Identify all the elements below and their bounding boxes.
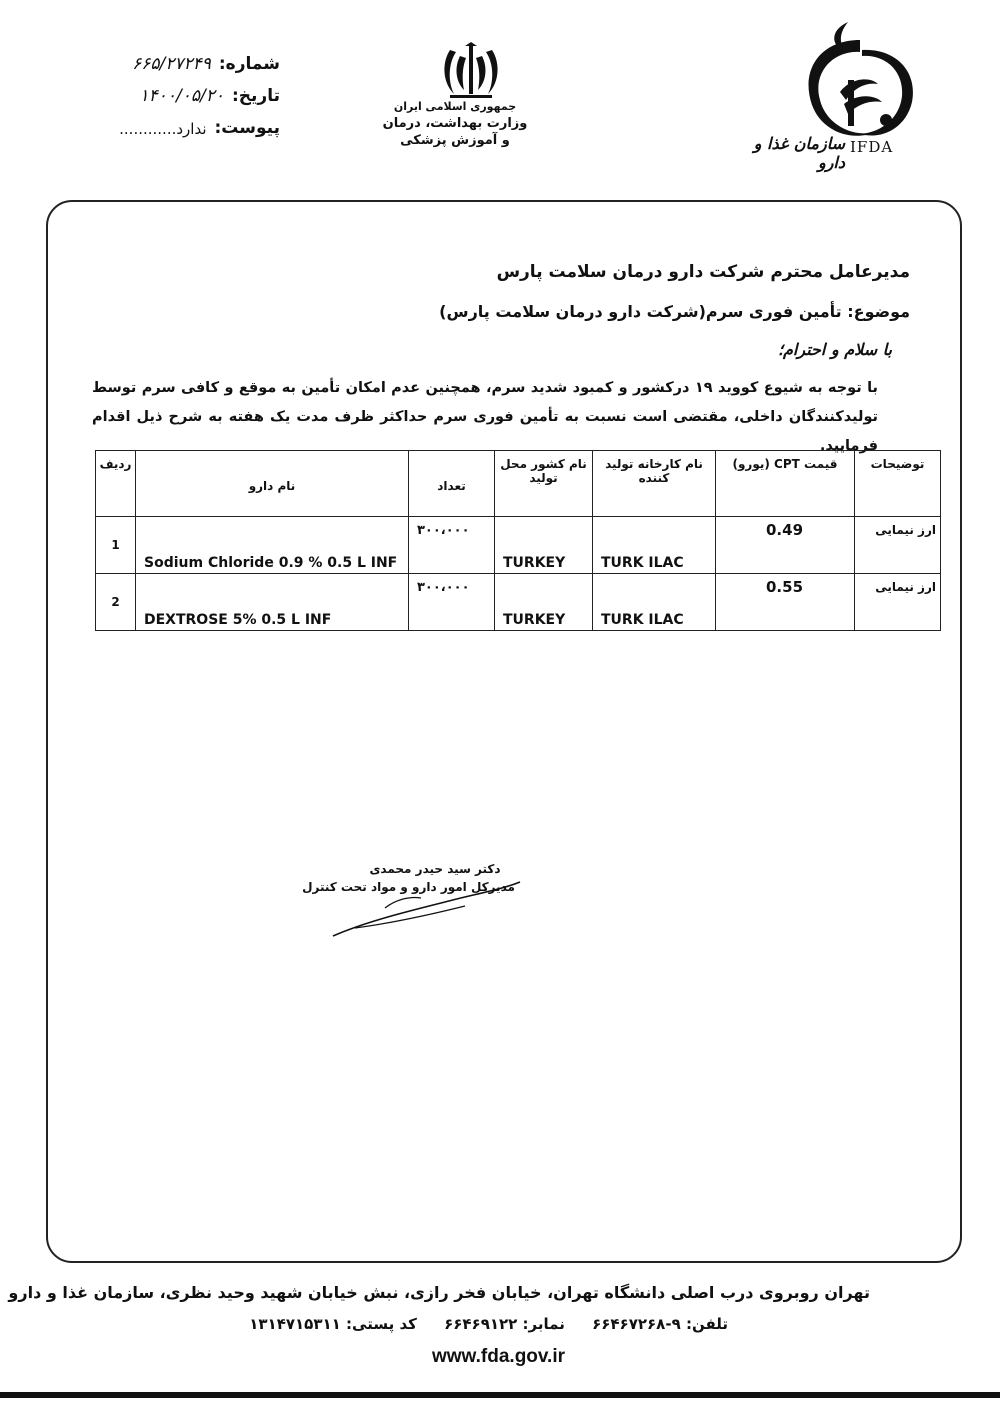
header-price-label: قیمت CPT (یورو) <box>732 457 838 471</box>
org-name: سازمان غذا و دارو <box>753 134 845 172</box>
letter-date <box>105 80 280 106</box>
greeting: با سلام و احترام؛ <box>777 340 892 359</box>
table-header-row <box>96 451 941 517</box>
footer-contacts <box>227 1315 728 1333</box>
gov-line-2: وزارت بهداشت، درمان <box>382 116 528 131</box>
letter-frame <box>46 200 962 1263</box>
handwritten-signature-icon <box>302 872 525 942</box>
header-notes: توضیحات <box>855 451 941 517</box>
cell-country <box>495 574 593 631</box>
attachment-label: پیوست: <box>214 118 280 138</box>
gov-line-3: و آموزش پزشکی <box>400 133 510 148</box>
signatory-title: مدیرکل امور دارو و مواد تحت کنترل <box>302 880 515 894</box>
cell-row-number: 2 <box>96 574 136 631</box>
attachment-value: ندارد............ <box>119 120 207 138</box>
cell-price-text: 0.55 <box>766 578 804 596</box>
footer-phone: تلفن: ۹-۶۶۴۶۷۲۶۸ <box>592 1315 728 1333</box>
cell-notes-text: ارز نیمایی <box>875 580 936 594</box>
header-manufacturer: نام کارخانه تولید کننده <box>593 451 716 517</box>
cell-drug-name-text: DEXTROSE 5% 0.5 L INF <box>144 612 332 628</box>
letter-attachment <box>105 112 280 138</box>
cell-manufacturer <box>593 574 716 631</box>
cell-quantity <box>409 574 495 631</box>
cell-drug-name <box>136 517 409 574</box>
cell-manufacturer-text: TURK ILAC <box>601 555 684 571</box>
date-value: ۱۴۰۰/۰۵/۲۰ <box>139 86 224 106</box>
cell-quantity-text: ۳۰۰،۰۰۰ <box>417 523 470 538</box>
cell-quantity <box>409 517 495 574</box>
cell-country <box>495 517 593 574</box>
cell-manufacturer <box>593 517 716 574</box>
scan-edge-bar <box>0 1392 1000 1398</box>
table-row <box>96 574 941 631</box>
gov-line-1: جمهوری اسلامی ایران <box>393 100 517 113</box>
cell-quantity-text: ۳۰۰،۰۰۰ <box>417 580 470 595</box>
cell-drug-name-text: Sodium Chloride 0.9 % 0.5 L INF <box>144 555 398 571</box>
cell-notes <box>855 517 941 574</box>
header-price <box>716 451 855 517</box>
cell-manufacturer-text: TURK ILAC <box>601 612 684 628</box>
cell-price <box>716 574 855 631</box>
addressee: مدیرعامل محترم شرکت دارو درمان سلامت پارس <box>496 262 910 282</box>
footer-postal-code: کد پستی: ۱۳۱۴۷۱۵۳۱۱ <box>249 1315 417 1333</box>
cell-notes-text: ارز نیمایی <box>875 523 936 537</box>
medicine-table <box>95 450 941 631</box>
subject: موضوع: تأمین فوری سرم(شرکت دارو درمان سلامت پارس) <box>439 302 910 321</box>
header-drug-name: نام دارو <box>136 451 409 517</box>
footer-website: www.fda.gov.ir <box>432 1346 566 1367</box>
cell-country-text: TURKEY <box>503 612 566 628</box>
iran-emblem-icon <box>440 42 502 100</box>
cell-price <box>716 517 855 574</box>
signatory-name: دکتر سید حیدر محمدی <box>369 862 501 876</box>
cell-country-text: TURKEY <box>503 555 566 571</box>
table-row <box>96 517 941 574</box>
cell-row-number: 1 <box>96 517 136 574</box>
cell-price-text: 0.49 <box>766 521 804 539</box>
footer-address: تهران روبروی درب اصلی دانشگاه تهران، خیابان فخر رازی، نبش خیابان شهید وحید نظری، سازمان غذا و دارو <box>8 1283 870 1302</box>
header-row-number: ردیف <box>96 451 136 517</box>
cell-notes <box>855 574 941 631</box>
org-abbreviation: IFDA <box>850 138 894 156</box>
letter-number <box>105 48 280 74</box>
date-label: تاریخ: <box>232 86 280 106</box>
letter-body: با توجه به شیوع کووید ۱۹ درکشور و کمبود شدید سرم، همچنین عدم امکان تأمین به موقع و کافی سرم توسط تولیدکنندگان داخلی، مقتضی است نسبت به تأمین فوری سرم حداکثر ظرف مدت یک هفته به شرح ذیل اقدام فرمایید. <box>92 380 878 454</box>
ministry-header <box>370 98 540 149</box>
footer-fax: نمابر: ۶۶۴۶۹۱۲۲ <box>444 1315 565 1333</box>
ifda-logo-icon <box>790 20 930 145</box>
number-value: ۶۶۵/۲۷۲۴۹ <box>132 54 211 74</box>
cell-drug-name <box>136 574 409 631</box>
number-label: شماره: <box>218 54 280 74</box>
header-quantity: تعداد <box>409 451 495 517</box>
header-country: نام کشور محل تولید <box>495 451 593 517</box>
